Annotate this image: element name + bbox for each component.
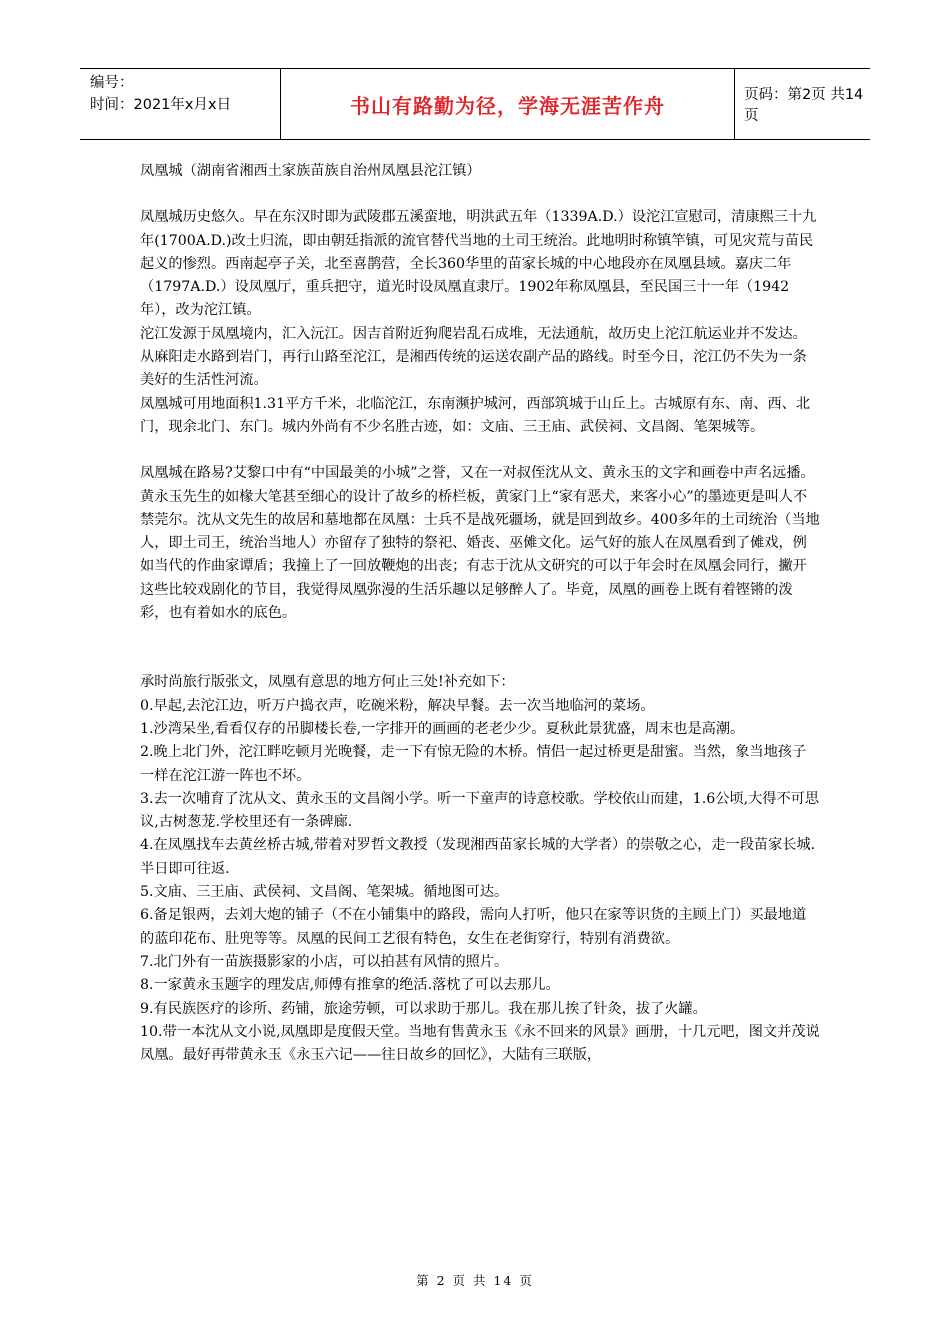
history-paragraph: 凤凰城历史悠久。早在东汉时即为武陵郡五溪蛮地，明洪武五年（1339A.D.）设沱江宣慰司，清康熙三十九年(1700A.D.)改土归流，即由朝廷指派的流官替代当地的土司王统治。此地明时称镇竿镇，可见灾荒与苗民起义的惨烈。西南起亭子关，北至喜鹊营，全长360华里的苗家长城的中心地段亦在凤凰县域。嘉庆二年（1797A.D.）设凤凰厅，重兵把守，道光时设凤凰直隶厅。1902年称凤凰县，至民国三十一年（1942年），改为沱江镇。: [140, 209, 817, 319]
page-header: [80, 68, 870, 140]
tip-item: 0.早起,去沱江边，听万户捣衣声，吃碗米粉，解决早餐。去一次当地临河的菜场。: [140, 697, 655, 714]
header-info: [90, 72, 280, 116]
document-time-label: 时间：2021年x月x日: [90, 97, 232, 113]
header-motto: 书山有路勤为径，学海无涯苦作舟: [350, 93, 665, 118]
header-divider: [734, 69, 735, 139]
tip-item: 7.北门外有一苗族摄影家的小店，可以拍甚有风情的照片。: [140, 953, 509, 970]
tip-item: 8.一家黄永玉题字的理发店,师傅有推拿的绝活.落枕了可以去那儿。: [140, 977, 560, 994]
tip-item: 5.文庙、三王庙、武侯祠、文昌阁、笔架城。循地图可达。: [140, 884, 509, 901]
tip-item: 9.有民族医疗的诊所、药铺，旅途劳顿，可以求助于那儿。我在那儿挨了针灸，拔了火罐。: [140, 1000, 707, 1017]
tip-item: 10.带一本沈从文小说,凤凰即是度假天堂。当地有售黄永玉《永不回来的风景》画册，十几元吧，图文并茂说凤凰。最好再带黄永玉《永玉六记——往日故乡的回忆》，大陆有三联版，: [140, 1023, 820, 1064]
tip-item: 2.晚上北门外，沱江畔吃顿月光晚餐，走一下有惊无险的木桥。情侣一起过桥更是甜蜜。当然，象当地孩子一样在沱江游一阵也不坏。: [140, 744, 807, 784]
page-footer: 第 2 页 共 14 页: [416, 1273, 534, 1288]
tip-item: 4.在凤凰找车去黄丝桥古城,带着对罗哲文教授（发现湘西苗家长城的大学者）的崇敬之心，走一段苗家长城.半日即可往返.: [140, 837, 816, 877]
culture-paragraph: 凤凰城在路易?艾黎口中有“中国最美的小城”之誉，又在一对叔侄沈从文、黄永玉的文字和画卷中声名远播。黄永玉先生的如椽大笔甚至细心的设计了故乡的桥栏板，黄家门上“家有恶犬，来客小心”的墨迹更是叫人不禁莞尔。沈从文先生的故居和墓地都在凤凰：士兵不是战死疆场，就是回到故乡。400多年的土司统治（当地人，即土司王，统治当地人）亦留存了独特的祭祀、婚丧、巫傩文化。运气好的旅人在凤凰看到了傩戏，例如当代的作曲家谭盾；我撞上了一回放鞭炮的出丧；有志于沈从文研究的可以于年会时在凤凰会同行，撇开这些比较戏剧化的节目，我觉得凤凰弥漫的生活乐趣以足够醉人了。毕竟，凤凰的画卷上既有着铿锵的泼彩，也有着如水的底色。: [140, 465, 820, 622]
tip-item: 1.沙湾呆坐,看看仅存的吊脚楼长卷,一字排开的画画的老老少少。夏秋此景犹盛，周末也是高潮。: [140, 720, 745, 737]
city-area-paragraph: 凤凰城可用地面积1.31平方千米，北临沱江，东南濒护城河，西部筑城于山丘上。古城原有东、南、西、北门，现余北门、东门。城内外尚有不少名胜古迹，如：文庙、三王庙、武侯祠、文昌阁、笔架城等。: [140, 395, 811, 435]
tip-item: 3.去一次哺育了沈从文、黄永玉的文昌阁小学。听一下童声的诗意校歌。学校依山而建，1.6公顷,大得不可思议,古树葱茏.学校里还有一条碑廊.: [140, 790, 820, 831]
river-paragraph: 沱江发源于凤凰境内，汇入沅江。因吉首附近狗爬岩乱石成堆，无法通航，故历史上沱江航运业并不发达。从麻阳走水路到岩门，再行山路至沱江，是湘西传统的运送农副产品的路线。时至今日，沱江仍不失为一条美好的生活性河流。: [140, 325, 807, 389]
header-page-number: 页码：第2页 共14页: [744, 87, 864, 124]
tips-intro: 承时尚旅行版张文，凤凰有意思的地方何止三处!补充如下：: [140, 674, 515, 691]
article-title: 凤凰城（湖南省湘西土家族苗族自治州凤凰县沱江镇）: [140, 163, 481, 179]
document-body: [140, 160, 820, 1067]
tip-item: 6.备足银两，去刘大炮的铺子（不在小铺集中的路段，需向人打听，他只在家等识货的主顾上门）买最地道的蓝印花布、肚兜等等。凤凰的民间工艺很有特色，女生在老街穿行，特别有消费欲。: [140, 907, 807, 947]
document-number-label: 编号：: [90, 75, 134, 91]
